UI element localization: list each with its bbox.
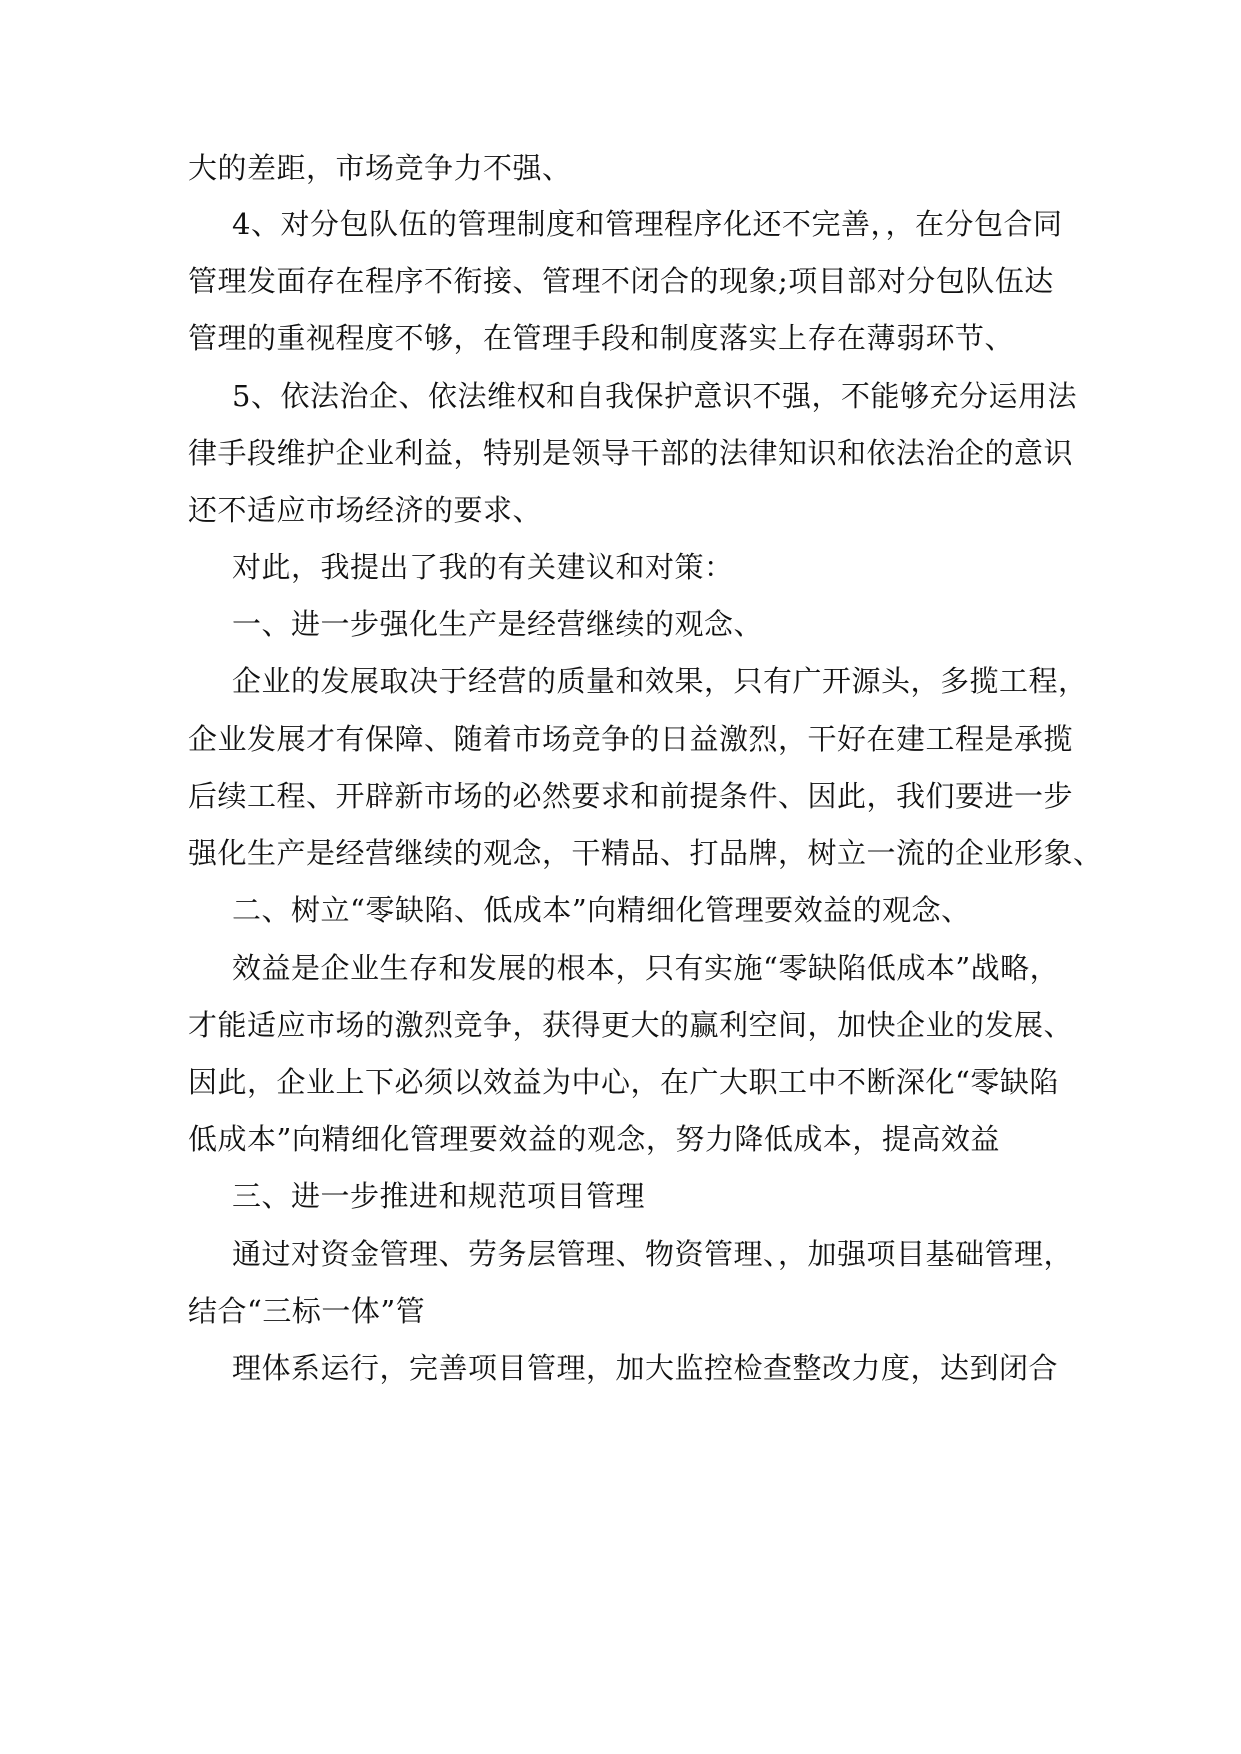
text-line: 对此，我提出了我的有关建议和对策： — [232, 550, 734, 584]
text-line: 结合“三标一体”管 — [188, 1294, 426, 1328]
text-line: 效益是企业生存和发展的根本，只有实施“零缺陷低成本”战略， — [232, 951, 1060, 985]
text-line: 还不适应市场经济的要求、 — [188, 493, 543, 527]
text-line: 通过对资金管理、劳务层管理、物资管理、，加强项目基础管理， — [232, 1237, 1074, 1271]
text-line: 企业发展才有保障、随着市场竞争的日益激烈，干好在建工程是承揽 — [188, 722, 1074, 756]
text-line: 4、对分包队伍的管理制度和管理程序化还不完善，，在分包合同 — [232, 207, 1063, 241]
text-line: 企业的发展取决于经营的质量和效果，只有广开源头，多揽工程， — [232, 664, 1088, 698]
text-line: 强化生产是经营继续的观念，干精品、打品牌，树立一流的企业形象、 — [188, 836, 1103, 870]
text-line: 管理的重视程度不够，在管理手段和制度落实上存在薄弱环节、 — [188, 321, 1015, 355]
text-line: 5、依法治企、依法维权和自我保护意识不强，不能够充分运用法 — [232, 379, 1077, 413]
text-line: 才能适应市场的激烈竞争，获得更大的赢利空间，加快企业的发展、 — [188, 1008, 1074, 1042]
text-line: 因此，企业上下必须以效益为中心，在广大职工中不断深化“零缺陷 — [188, 1065, 1059, 1099]
text-line: 管理发面存在程序不衔接、管理不闭合的现象;项目部对分包队伍达 — [188, 264, 1054, 298]
text-line: 一、进一步强化生产是经营继续的观念、 — [232, 607, 764, 641]
text-line: 二、树立“零缺陷、低成本”向精细化管理要效益的观念、 — [232, 893, 971, 927]
text-line: 理体系运行，完善项目管理，加大监控检查整改力度，达到闭合 — [232, 1351, 1059, 1385]
text-line: 律手段维护企业利益，特别是领导干部的法律知识和依法治企的意识 — [188, 436, 1074, 470]
text-line: 大的差距，市场竞争力不强、 — [188, 151, 572, 185]
text-line: 三、进一步推进和规范项目管理 — [232, 1179, 646, 1213]
text-line: 低成本”向精细化管理要效益的观念，努力降低成本，提高效益 — [188, 1122, 1000, 1156]
text-line: 后续工程、开辟新市场的必然要求和前提条件、因此，我们要进一步 — [188, 779, 1074, 813]
